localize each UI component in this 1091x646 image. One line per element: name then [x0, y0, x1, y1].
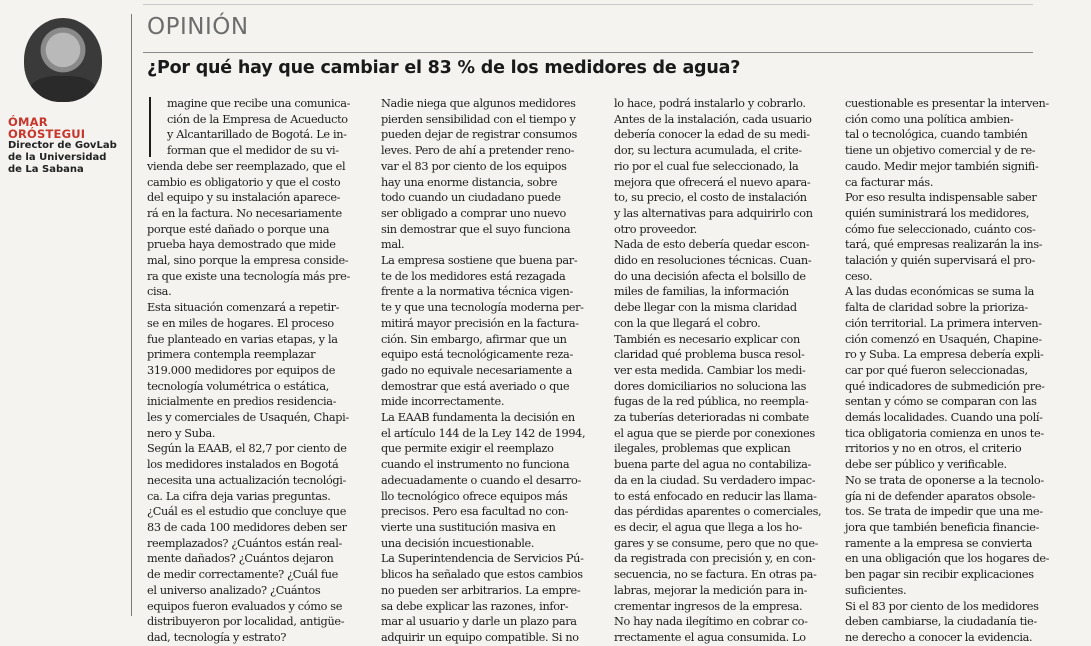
article-line: tará, qué empresas realizarán la ins- [845, 238, 1043, 252]
article-line: ca. La cifra deja varias preguntas. [147, 489, 331, 503]
article-line: ramente a la empresa se convierta [845, 536, 1033, 550]
article-line: el universo analizado? ¿Cuántos [147, 583, 321, 597]
article-line: La EAAB fundamenta la decisión en [381, 411, 575, 425]
article-line: Por eso resulta indispensable saber [845, 191, 1037, 205]
article-line: ilegales, problemas que explican [614, 442, 791, 456]
article-line: miles de familias, la información [614, 285, 789, 299]
section-label: OPINIÓN [147, 14, 249, 40]
article-line: rritorios y no en otros, el criterio [845, 442, 1022, 456]
article-line: No se trata de oponerse a la tecnolo- [845, 473, 1044, 487]
article-column-4 [845, 96, 1070, 646]
article-line: y las alternativas para adquirirlo con [614, 206, 813, 220]
article-line: fue planteado en varias etapas, y la [147, 332, 338, 346]
author-role-line: Director de GovLab [8, 140, 117, 151]
article-line: nero y Suba. [147, 426, 216, 440]
article-line: ser obligado a comprar uno nuevo [381, 206, 567, 220]
article-line: dad, tecnología y estrato? [147, 630, 287, 644]
article-line: lo hace, podrá instalarlo y cobrarlo. [614, 97, 806, 110]
article-line: ben pagar sin recibir explicaciones [845, 568, 1034, 582]
article-line: llo tecnológico ofrece equipos más [381, 489, 568, 503]
article-line: tiene un objetivo comercial y de re- [845, 144, 1036, 158]
article-line: debe llegar con la misma claridad [614, 301, 797, 315]
article-line: magine que recibe una comunica- [167, 97, 351, 110]
author-name [8, 116, 126, 140]
article-line: frente a la normativa técnica vigen- [381, 285, 573, 299]
section-rule [143, 52, 1033, 53]
article-line: vierte una sustitución masiva en [381, 520, 556, 534]
article-line: das pérdidas aparentes o comerciales, [614, 505, 822, 519]
article-line: labras, mejorar la medición para in- [614, 583, 808, 597]
article-line: hay una enorme distancia, sobre [381, 175, 558, 189]
article-line: rio por el cual fue seleccionado, la [614, 159, 799, 173]
article-line: Según la EAAB, el 82,7 por ciento de [147, 442, 347, 456]
article-line: mide incorrectamente. [381, 395, 505, 409]
article-line: ca facturar más. [845, 175, 934, 189]
article-line: mitirá mayor precisión en la factura- [381, 316, 579, 330]
article-line: tos. Se trata de impedir que una me- [845, 505, 1043, 519]
article-line: pueden dejar de registrar consumos [381, 128, 577, 142]
article-column-2 [381, 96, 603, 646]
article-line: blicos ha señalado que estos cambios [381, 568, 583, 582]
article-line: suficientes. [845, 583, 907, 597]
author-role [8, 140, 126, 176]
article-line: reemplazados? ¿Cuántos están real- [147, 536, 342, 550]
article-line: dido en resoluciones técnicas. Cuan- [614, 254, 812, 268]
article-line: ¿Cuál es el estudio que concluye que [147, 505, 347, 519]
article-line: el agua que se pierde por conexiones [614, 426, 815, 440]
article-line: caudo. Medir mejor también signifi- [845, 159, 1039, 173]
article-line: tica obligatoria comienza en unos te- [845, 426, 1044, 440]
article-line: que permite exigir el reemplazo [381, 442, 554, 456]
article-line: A las dudas económicas se suma la [845, 285, 1034, 299]
article-line: sentan y cómo se comparan con las [845, 395, 1037, 409]
article-line: jora que también beneficia financie- [845, 520, 1040, 534]
article-line: y Alcantarillado de Bogotá. Le in- [167, 128, 347, 142]
article-line: es decir, el agua que llega a los ho- [614, 520, 803, 534]
article-line: quién suministrará los medidores, [845, 206, 1030, 220]
article-line: dores domiciliarios no soluciona las [614, 379, 807, 393]
article-line: otro proveedor. [614, 222, 697, 236]
headline: ¿Por qué hay que cambiar el 83 % de los medidores de agua? [147, 58, 741, 78]
article-line: rrectamente el agua consumida. Lo [614, 630, 806, 644]
article-line: vienda debe ser reemplazado, que el [147, 159, 346, 173]
article-line: Nadie niega que algunos medidores [381, 97, 576, 110]
article-line: 83 de cada 100 medidores deben ser [147, 520, 347, 534]
author-first-name: ÓMAR [8, 115, 48, 129]
article-line: fugas de la red pública, no reempla- [614, 395, 809, 409]
article-line: car por qué fueron seleccionadas, [845, 363, 1028, 377]
article-line: buena parte del agua no contabiliza- [614, 458, 811, 472]
article-line: mal. [381, 238, 405, 252]
article-line: tecnología volumétrica o estática, [147, 379, 329, 393]
article-line: do una decisión afecta el bolsillo de [614, 269, 806, 283]
article-line: ción como una política ambien- [845, 112, 1014, 126]
article-line: deben cambiarse, la ciudadanía tie- [845, 615, 1037, 629]
article-line: to, su precio, el costo de instalación [614, 191, 807, 205]
article-line: pierden sensibilidad con el tiempo y [381, 112, 576, 126]
article-line: La Superintendencia de Servicios Pú- [381, 552, 584, 566]
article-line: ver esta medida. Cambiar los medi- [614, 363, 806, 377]
article-line: También es necesario explicar con [614, 332, 800, 346]
article-line: leves. Pero de ahí a pretender reno- [381, 144, 575, 158]
article-line: gía ni de defender aparatos obsole- [845, 489, 1036, 503]
article-line: de medir correctamente? ¿Cuál fue [147, 568, 339, 582]
article-line: mal, sino porque la empresa conside- [147, 254, 349, 268]
article-line: da registrada con precisión y, en con- [614, 552, 816, 566]
article-line: equipo está tecnológicamente reza- [381, 348, 573, 362]
article-line: crementar ingresos de la empresa. [614, 599, 803, 613]
column-divider [131, 14, 132, 616]
article-line: qué indicadores de submedición pre- [845, 379, 1045, 393]
article-line: prueba haya demostrado que mide [147, 238, 336, 252]
article-line: za tuberías deterioradas ni combate [614, 411, 809, 425]
article-line: te de los medidores está rezagada [381, 269, 566, 283]
article-line: el artículo 144 de la Ley 142 de 1994, [381, 426, 586, 440]
article-line: porque esté dañado o porque una [147, 222, 330, 236]
article-line: gares y se consume, pero que no que- [614, 536, 819, 550]
article-line: una decisión incuestionable. [381, 536, 535, 550]
article-line: ción. Sin embargo, afirmar que un [381, 332, 567, 346]
article-line: cambio es obligatorio y que el costo [147, 175, 341, 189]
article-line: los medidores instalados en Bogotá [147, 458, 339, 472]
top-rule [143, 4, 1033, 5]
article-line: tal o tecnológica, cuando también [845, 128, 1028, 142]
article-line: sin demostrar que el suyo funciona [381, 222, 571, 236]
article-line: inicialmente en predios residencia- [147, 395, 337, 409]
article-line: ro y Suba. La empresa debería expli- [845, 348, 1044, 362]
article-line: demás localidades. Cuando una polí- [845, 411, 1043, 425]
author-block [8, 18, 126, 176]
article-line: mar al usuario y darle un plazo para [381, 615, 577, 629]
article-line: sa debe explicar las razones, infor- [381, 599, 569, 613]
author-role-line: de La Sabana [8, 164, 84, 175]
article-column-3 [614, 96, 836, 646]
article-line: 319.000 medidores por equipos de [147, 363, 336, 377]
article-line: rá en la factura. No necesariamente [147, 206, 342, 220]
article-line: forman que el medidor de su vi- [167, 144, 339, 158]
article-line: da en la ciudad. Su verdadero impac- [614, 473, 816, 487]
article-line: secuencia, no se factura. En otras pa- [614, 568, 817, 582]
article-line: cuando el instrumento no funciona [381, 458, 570, 472]
article-line: demostrar que está averiado o que [381, 379, 570, 393]
article-line: primera contempla reemplazar [147, 348, 316, 362]
article-line: distribuyeron por localidad, antigüe- [147, 615, 345, 629]
article-line: con la que llegará el cobro. [614, 316, 761, 330]
article-line: Nada de esto debería quedar escon- [614, 238, 810, 252]
article-line: equipos fueron evaluados y cómo se [147, 599, 343, 613]
article-line: precisos. Pero esa facultad no con- [381, 505, 569, 519]
article-line: Esta situación comenzará a repetir- [147, 301, 340, 315]
article-line: No hay nada ilegítimo en cobrar co- [614, 615, 808, 629]
article-line: cisa. [147, 285, 172, 299]
article-line: Si el 83 por ciento de los medidores [845, 599, 1039, 613]
article-line: ción comenzó en Usaquén, Chapine- [845, 332, 1042, 346]
article-line: mente dañados? ¿Cuántos dejaron [147, 552, 334, 566]
article-line: se en miles de hogares. El proceso [147, 316, 334, 330]
article-line: adquirir un equipo compatible. Si no [381, 630, 579, 644]
article-line: La empresa sostiene que buena par- [381, 254, 578, 268]
article-line: ción de la Empresa de Acueducto [167, 112, 348, 126]
avatar [24, 18, 102, 102]
article-line: no pueden ser arbitrarios. La empre- [381, 583, 581, 597]
article-line: talación y quién supervisará el pro- [845, 254, 1036, 268]
article-line: todo cuando un ciudadano puede [381, 191, 561, 205]
article-line: claridad qué problema busca resol- [614, 348, 805, 362]
article-line: ceso. [845, 269, 873, 283]
article-line: gado no equivale necesariamente a [381, 363, 572, 377]
article-line: del equipo y su instalación aparece- [147, 191, 341, 205]
article-line: ne derecho a conocer la evidencia. [845, 630, 1033, 644]
article-line: cuestionable es presentar la interven- [845, 97, 1049, 110]
article-line: en una obligación que los hogares de- [845, 552, 1050, 566]
article-line: debería conocer la edad de su medi- [614, 128, 810, 142]
author-role-line: de la Universidad [8, 152, 107, 163]
article-line: te y que una tecnología moderna per- [381, 301, 584, 315]
article-line: to está enfocado en reducir las llama- [614, 489, 817, 503]
article-line: necesita una actualización tecnológi- [147, 473, 347, 487]
article-line: dor, su lectura acumulada, el crite- [614, 144, 802, 158]
author-last-name: ORÓSTEGUI [8, 127, 86, 141]
article-line: cómo fue seleccionado, cuánto cos- [845, 222, 1036, 236]
article-line: debe ser público y verificable. [845, 458, 1007, 472]
article-line: Antes de la instalación, cada usuario [614, 112, 812, 126]
article-column-1 [147, 96, 372, 646]
article-line: adecuadamente o cuando el desarro- [381, 473, 581, 487]
article-line: mejora que ofrecerá el nuevo apara- [614, 175, 811, 189]
article-line: ra que existe una tecnología más pre- [147, 269, 350, 283]
article-line: les y comerciales de Usaquén, Chapi- [147, 411, 349, 425]
article-line: var el 83 por ciento de los equipos [381, 159, 567, 173]
article-line: ción territorial. La primera interven- [845, 316, 1042, 330]
article-line: falta de claridad sobre la prioriza- [845, 301, 1028, 315]
